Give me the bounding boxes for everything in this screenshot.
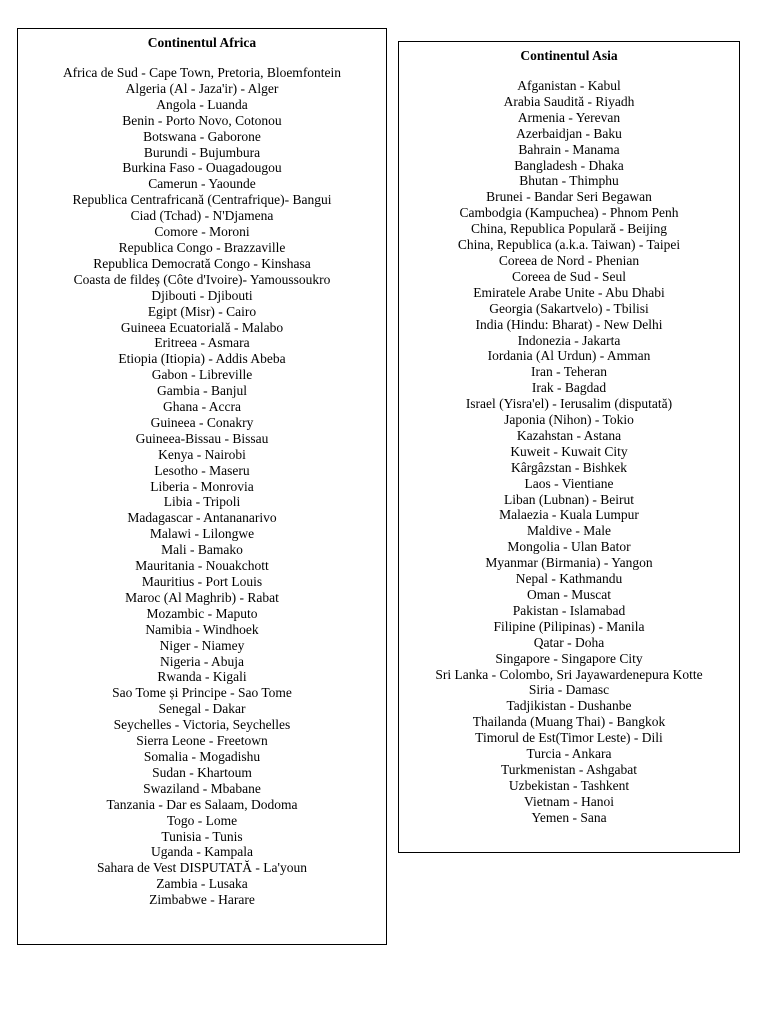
country-capital-entry: Turkmenistan - Ashgabat [501,761,637,777]
country-capital-entry: Sierra Leone - Freetown [136,733,268,749]
country-capital-entry: Mali - Bamako [161,542,243,558]
country-capital-entry: Libia - Tripoli [163,494,241,510]
country-capital-entry: Ciad (Tchad) - N'Djamena [130,208,274,224]
country-capital-entry: Angola - Luanda [156,96,248,112]
country-capital-entry: Rwanda - Kigali [157,669,247,685]
country-capital-entry: Republica Centrafricană (Centrafrique)- Bangui [72,192,332,208]
country-capital-entry: India (Hindu: Bharat) - New Delhi [475,316,663,332]
country-capital-entry: Tadjikistan - Dushanbe [506,698,632,714]
country-capital-entry: Namibia - Windhoek [145,621,259,637]
africa-capitals-list [18,65,386,908]
country-capital-entry: Guineea-Bissau - Bissau [135,430,269,446]
country-capital-entry: Iordania (Al Urdun) - Amman [487,348,651,364]
africa-capitals-box [17,28,387,945]
country-capital-entry: Maroc (Al Maghrib) - Rabat [125,589,279,605]
country-capital-entry: Senegal - Dakar [158,701,246,717]
country-capital-entry: Laos - Vientiane [524,475,614,491]
country-capital-entry: Bahrain - Manama [518,141,620,157]
country-capital-entry: Mozambic - Maputo [146,605,258,621]
country-capital-entry: Gabon - Libreville [151,367,253,383]
country-capital-entry: Malawi - Lilongwe [149,526,255,542]
country-capital-entry: Israel (Yisra'el) - Ierusalim (disputată) [465,396,673,412]
country-capital-entry: Bangladesh - Dhaka [514,157,624,173]
country-capital-entry: Camerun - Yaounde [148,176,256,192]
country-capital-entry: Botswana - Gaborone [143,128,261,144]
country-capital-entry: Liberia - Monrovia [150,478,254,494]
country-capital-entry: Timorul de Est(Timor Leste) - Dili [475,730,663,746]
africa-title: Continentul Africa [147,35,257,50]
country-capital-entry: Coreea de Sud - Seul [512,268,626,284]
asia-title: Continentul Asia [520,48,618,63]
country-capital-entry: Maldive - Male [527,523,611,539]
country-capital-entry: Djibouti - Djibouti [151,287,253,303]
country-capital-entry: Niger - Niamey [159,637,245,653]
country-capital-entry: Comore - Moroni [154,224,250,240]
country-capital-entry: Malaezia - Kuala Lumpur [499,507,639,523]
country-capital-entry: Singapore - Singapore City [495,650,643,666]
country-capital-entry: Nigeria - Abuja [160,653,244,669]
country-capital-entry: Coreea de Nord - Phenian [498,252,640,268]
country-capital-entry: Burundi - Bujumbura [143,144,261,160]
country-capital-entry: Afganistan - Kabul [517,78,621,93]
country-capital-entry: Iran - Teheran [530,364,607,380]
country-capital-entry: Sri Lanka - Colombo, Sri Jayawardenepura Kotte [435,666,703,682]
country-capital-entry: Eritreea - Asmara [154,335,250,351]
country-capital-entry: Armenia - Yerevan [517,109,621,125]
country-capital-entry: Ghana - Accra [163,399,241,415]
country-capital-entry: Togo - Lome [166,812,238,828]
country-capital-entry: Georgia (Sakartvelo) - Tbilisi [489,300,649,316]
country-capital-entry: Republica Democrată Congo - Kinshasa [93,255,311,271]
asia-capitals-box [398,41,740,853]
country-capital-entry: Kenya - Nairobi [158,446,246,462]
country-capital-entry: Sao Tome și Principe - Sao Tome [112,685,292,701]
country-capital-entry: Sudan - Khartoum [152,764,252,780]
country-capital-entry: Yemen - Sana [531,809,607,825]
country-capital-entry: Guineea - Conakry [150,414,254,430]
country-capital-entry: Republica Congo - Brazzaville [118,239,286,255]
country-capital-entry: Guineea Ecuatorială - Malabo [120,319,284,335]
country-capital-entry: Irak - Bagdad [531,380,607,396]
country-capital-entry: Uzbekistan - Tashkent [508,777,630,793]
country-capital-entry: Sahara de Vest DISPUTATĂ - La'youn [97,860,307,876]
country-capital-entry: Siria - Damasc [528,682,610,698]
country-capital-entry: Pakistan - Islamabad [512,602,626,618]
country-capital-entry: Zambia - Lusaka [156,876,248,892]
country-capital-entry: Thailanda (Muang Thai) - Bangkok [472,714,666,730]
country-capital-entry: Japonia (Nihon) - Tokio [504,412,634,428]
country-capital-entry: Seychelles - Victoria, Seychelles [113,717,291,733]
country-capital-entry: Zimbabwe - Harare [149,892,255,908]
country-capital-entry: Africa de Sud - Cape Town, Pretoria, Bloemfontein [62,65,342,80]
country-capital-entry: Azerbaidjan - Baku [516,125,622,141]
country-capital-entry: Burkina Faso - Ouagadougou [122,160,282,176]
country-capital-entry: Vietnam - Hanoi [524,793,614,809]
country-capital-entry: Kârgâzstan - Bishkek [511,459,627,475]
country-capital-entry: Nepal - Kathmandu [515,571,623,587]
country-capital-entry: Mauritius - Port Louis [141,574,263,589]
country-capital-entry: Egipt (Misr) - Cairo [147,303,257,319]
country-capital-entry: Kazahstan - Astana [516,427,622,443]
country-capital-entry: Myanmar (Birmania) - Yangon [485,555,653,571]
country-capital-entry: Arabia Saudită - Riyadh [503,93,635,109]
country-capital-entry: Cambodgia (Kampuchea) - Phnom Penh [459,205,679,221]
country-capital-entry: Gambia - Banjul [157,383,247,399]
country-capital-entry: Lesotho - Maseru [154,462,250,478]
country-capital-entry: Brunei - Bandar Seri Begawan [486,189,652,205]
country-capital-entry: Turcia - Ankara [526,746,612,762]
country-capital-entry: Madagascar - Antananarivo [127,510,277,526]
country-capital-entry: Liban (Lubnan) - Beirut [503,491,635,507]
country-capital-entry: Uganda - Kampala [151,844,253,860]
country-capital-entry: Bhutan - Thimphu [519,173,619,189]
country-capital-entry: Filipine (Pilipinas) - Manila [493,618,645,634]
country-capital-entry: Qatar - Doha [533,634,605,650]
country-capital-entry: Kuweit - Kuwait City [510,443,628,459]
country-capital-entry: Algeria (Al - Jaza'ir) - Alger [125,80,279,96]
country-capital-entry: Indonezia - Jakarta [517,332,621,348]
country-capital-entry: Somalia - Mogadishu [143,748,261,764]
country-capital-entry: China, Republica Populară - Beijing [470,221,668,237]
asia-capitals-list [399,78,739,826]
country-capital-entry: Tunisia - Tunis [161,828,243,844]
country-capital-entry: Emiratele Arabe Unite - Abu Dhabi [473,284,665,300]
country-capital-entry: Mongolia - Ulan Bator [507,539,631,555]
country-capital-entry: Oman - Muscat [527,587,611,602]
country-capital-entry: Coasta de fildeș (Côte d'Ivoire)- Yamoussoukro [73,271,331,287]
country-capital-entry: China, Republica (a.k.a. Taiwan) - Taipei [457,237,681,253]
country-capital-entry: Benin - Porto Novo, Cotonou [122,112,282,128]
country-capital-entry: Tanzania - Dar es Salaam, Dodoma [106,796,298,812]
country-capital-entry: Mauritania - Nouakchott [135,558,269,574]
country-capital-entry: Etiopia (Itiopia) - Addis Abeba [118,351,286,367]
country-capital-entry: Swaziland - Mbabane [143,780,261,796]
